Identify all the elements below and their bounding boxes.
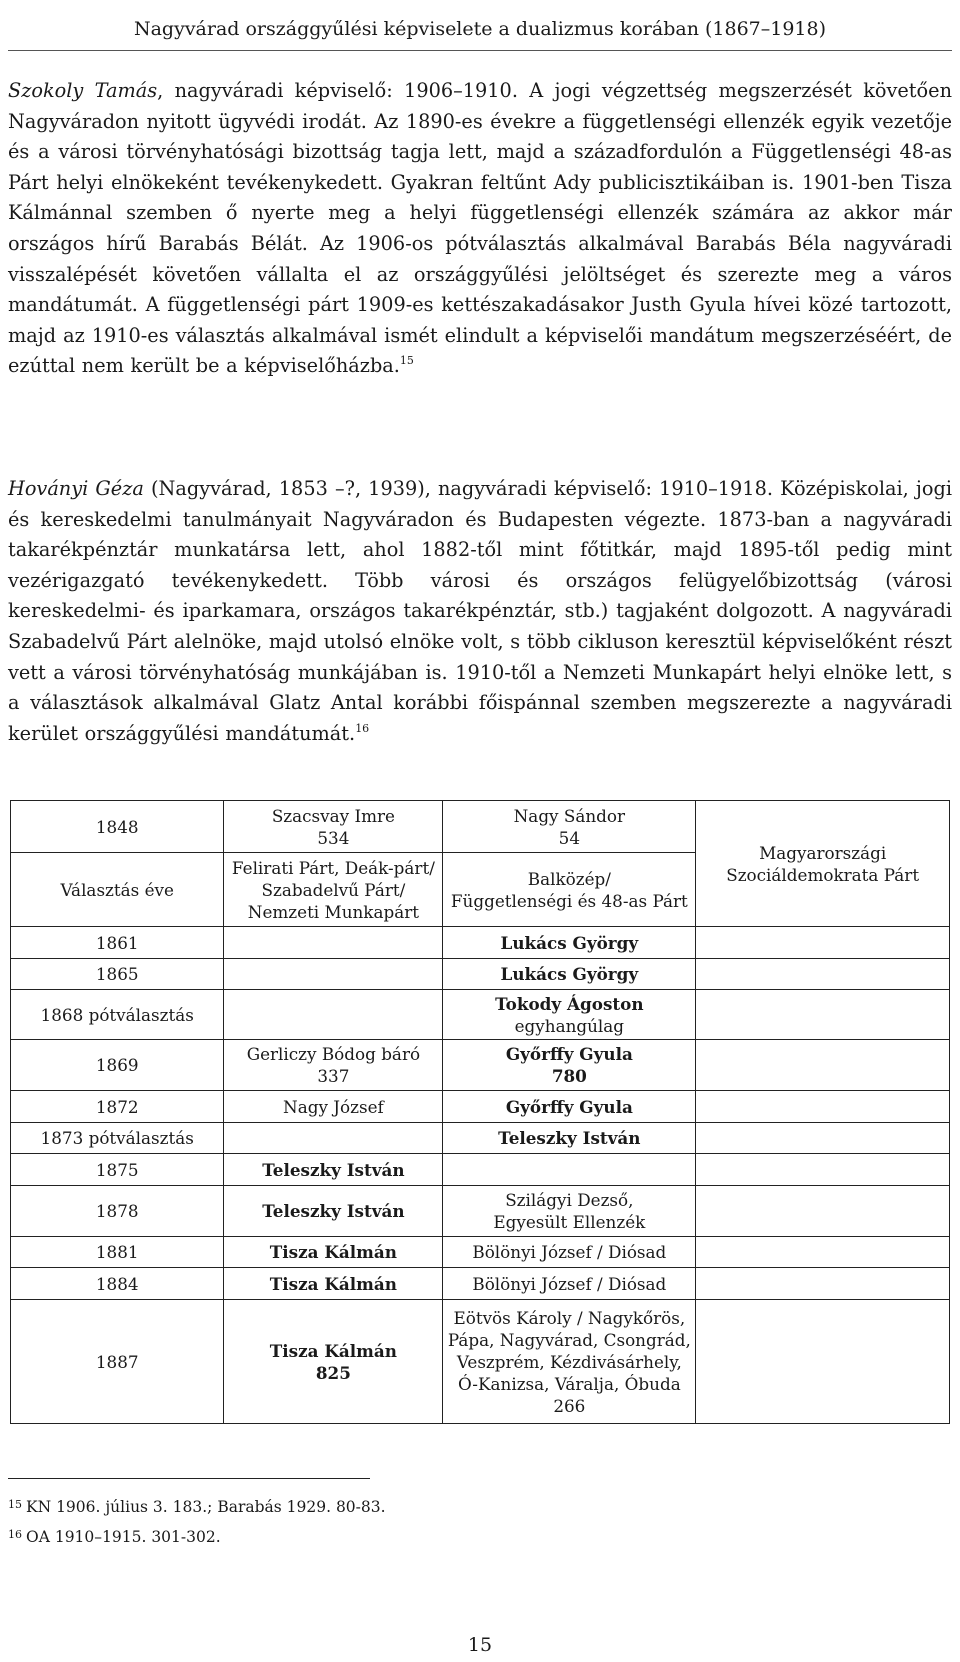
table-cell-winner: Tokody Ágoston egyhangúlag bbox=[443, 990, 696, 1040]
table-cell-candidate: Eötvös Károly / Nagykőrös, Pápa, Nagyvárad, Csongrád, Veszprém, Kézdivásárhely, Ó-Kanizsa, Váralja, Óbuda 266 bbox=[443, 1300, 696, 1424]
table-cell-year: 1878 bbox=[11, 1186, 224, 1237]
page-number: 15 bbox=[467, 1634, 493, 1656]
table-header-government-party: Felirati Párt, Deák-párt/ Szabadelvű Párt/ Nemzeti Munkapárt bbox=[224, 853, 443, 927]
footnote-16: $^{16}$ OA 1910–1915. 301-302. bbox=[8, 1528, 221, 1546]
table-row bbox=[11, 927, 950, 959]
table-cell-empty bbox=[696, 990, 950, 1040]
table-header-opposition-party: Balközép/ Függetlenségi és 48-as Párt bbox=[443, 853, 696, 927]
table-cell-candidate: Bölönyi József / Diósad bbox=[443, 1237, 696, 1268]
table-header-year: Választás éve bbox=[11, 853, 224, 927]
bio-text-hovanyi: (Nagyvárad, 1853 –?, 1939), nagyváradi képviselő: 1910–1918. Középiskolai, jogi és kereskedelmi tanulmányait Nagyváradon és Budapesten végezte. 1873-ban a nagyváradi takarékpénztár munkatársa lett, ahol 1882-től mint főtitkár, majd 1895-től pedig mint vezérigazgató tevékenykedett. Több városi és országos felügyelőbizottság (városi kereskedelmi- és iparkamara, országos takarékpénztár, stb.) tagjaként dolgozott. A nagyváradi Szabadelvű Párt alelnöke, majd utolsó elnöke volt, s több cikluson keresztül képviselőként részt vett a városi törvényhatóság munkájában is. 1910-től a Nemzeti Munkapárt helyi elnöke lett, s a választások alkalmával Glatz Antal korábbi főispánnal szemben megszerezte a nagyváradi kerület országgyűlési mandátumát. bbox=[8, 477, 952, 745]
table-cell-year: 1868 pótválasztás bbox=[11, 990, 224, 1040]
table-row bbox=[11, 1154, 950, 1186]
table-cell-winner: Győrffy Gyula 780 bbox=[443, 1040, 696, 1091]
table-cell-year: 1875 bbox=[11, 1154, 224, 1186]
table-cell-empty bbox=[696, 1154, 950, 1186]
table-cell-year: 1861 bbox=[11, 927, 224, 959]
bio-paragraph-szokoly bbox=[8, 76, 952, 382]
table-cell-year: 1887 bbox=[11, 1300, 224, 1424]
table-row bbox=[11, 1091, 950, 1123]
bio-paragraph-hovanyi bbox=[8, 474, 952, 749]
table-cell-candidate: Gerliczy Bódog báró 337 bbox=[224, 1040, 443, 1091]
table-row bbox=[11, 1123, 950, 1154]
table-cell-year: 1884 bbox=[11, 1268, 224, 1300]
running-header-title: Nagyvárad országgyűlési képviselete a dualizmus korában (1867–1918) bbox=[133, 18, 827, 40]
table-cell-empty bbox=[224, 959, 443, 990]
table-row bbox=[11, 801, 950, 853]
bio-text-szokoly: , nagyváradi képviselő: 1906–1910. A jogi végzettség megszerzését követően Nagyváradon nyitott ügyvédi irodát. Az 1890-es évekre a függetlenségi ellenzék egyik vezetője és a városi törvényhatósági bizottság tagja lett, majd a századfordulón a Függetlenségi 48-as Párt helyi elnökeként tevékenykedett. Gyakran feltűnt Ady publicisztikáiban is. 1901-ben Tisza Kálmánnal szemben ő nyerte meg a helyi függetlenségi ellenzék számára az akkor már országos hírű Barabás Bélát. Az 1906-os pótválasztás alkalmával Barabás Béla nagyváradi visszalépését követően vállalta el az országgyűlési jelöltséget és szerezte meg a város mandátumát. A függetlenségi párt 1909-es kettészakadásakor Justh Gyula hívei közé tartozott, majd az 1910-es választás alkalmával ismét elindult a képviselői mandátum megszerzéséért, de ezúttal nem került be a képviselőházba. bbox=[8, 79, 952, 378]
footnote-ref-16[interactable]: 16 bbox=[355, 721, 370, 735]
table-cell-candidate: Nagy Sándor 54 bbox=[443, 801, 696, 853]
table-cell-candidate: Nagy József bbox=[224, 1091, 443, 1123]
table-cell-empty bbox=[696, 1237, 950, 1268]
table-cell-empty bbox=[224, 990, 443, 1040]
table-cell-empty bbox=[696, 1091, 950, 1123]
table-cell-year: 1865 bbox=[11, 959, 224, 990]
table-cell-empty bbox=[696, 927, 950, 959]
bio-name-hovanyi: Hoványi Géza bbox=[8, 477, 144, 500]
table-cell-winner: Teleszky István bbox=[443, 1123, 696, 1154]
table-cell-empty bbox=[696, 1040, 950, 1091]
table-cell-winner: Tisza Kálmán bbox=[224, 1268, 443, 1300]
table-cell-year: 1881 bbox=[11, 1237, 224, 1268]
table-row bbox=[11, 1186, 950, 1237]
table-cell-empty bbox=[224, 1123, 443, 1154]
table-cell-year: 1873 pótválasztás bbox=[11, 1123, 224, 1154]
table-cell-winner: Teleszky István bbox=[224, 1154, 443, 1186]
table-header-social-democrat: Magyarországi Szociáldemokrata Párt bbox=[696, 801, 950, 927]
table-cell-candidate: Szilágyi Dezső, Egyesült Ellenzék bbox=[443, 1186, 696, 1237]
table-cell-empty bbox=[443, 1154, 696, 1186]
table-row bbox=[11, 1268, 950, 1300]
table-cell-empty bbox=[696, 1300, 950, 1424]
table-cell-empty bbox=[696, 959, 950, 990]
header-rule bbox=[8, 50, 952, 51]
footnote-rule bbox=[8, 1478, 370, 1479]
table-row bbox=[11, 959, 950, 990]
table-cell-empty bbox=[224, 927, 443, 959]
footnote-15: $^{15}$ KN 1906. július 3. 183.; Barabás 1929. 80-83. bbox=[8, 1498, 386, 1516]
table-cell-winner: Lukács György bbox=[443, 959, 696, 990]
footnote-ref-15[interactable]: 15 bbox=[399, 354, 414, 368]
footnotes bbox=[8, 1491, 386, 1551]
table-cell-empty bbox=[696, 1123, 950, 1154]
table-row bbox=[11, 1300, 950, 1424]
table-cell-empty bbox=[696, 1268, 950, 1300]
table-cell-winner: Győrffy Gyula bbox=[443, 1091, 696, 1123]
table-cell-year: 1848 bbox=[11, 801, 224, 853]
table-cell-winner: Tisza Kálmán 825 bbox=[224, 1300, 443, 1424]
table-cell-candidate: Bölönyi József / Diósad bbox=[443, 1268, 696, 1300]
table-cell-year: 1869 bbox=[11, 1040, 224, 1091]
table-row bbox=[11, 1237, 950, 1268]
bio-name-szokoly: Szokoly Tamás bbox=[8, 79, 158, 102]
table-cell-winner: Lukács György bbox=[443, 927, 696, 959]
running-header bbox=[0, 0, 960, 60]
table-row bbox=[11, 990, 950, 1040]
table-cell-candidate: Szacsvay Imre 534 bbox=[224, 801, 443, 853]
table-cell-winner: Teleszky István bbox=[224, 1186, 443, 1237]
table-cell-year: 1872 bbox=[11, 1091, 224, 1123]
table-cell-winner: Tisza Kálmán bbox=[224, 1237, 443, 1268]
table-cell-empty bbox=[696, 1186, 950, 1237]
election-results-table bbox=[10, 800, 950, 1424]
table-row bbox=[11, 1040, 950, 1091]
